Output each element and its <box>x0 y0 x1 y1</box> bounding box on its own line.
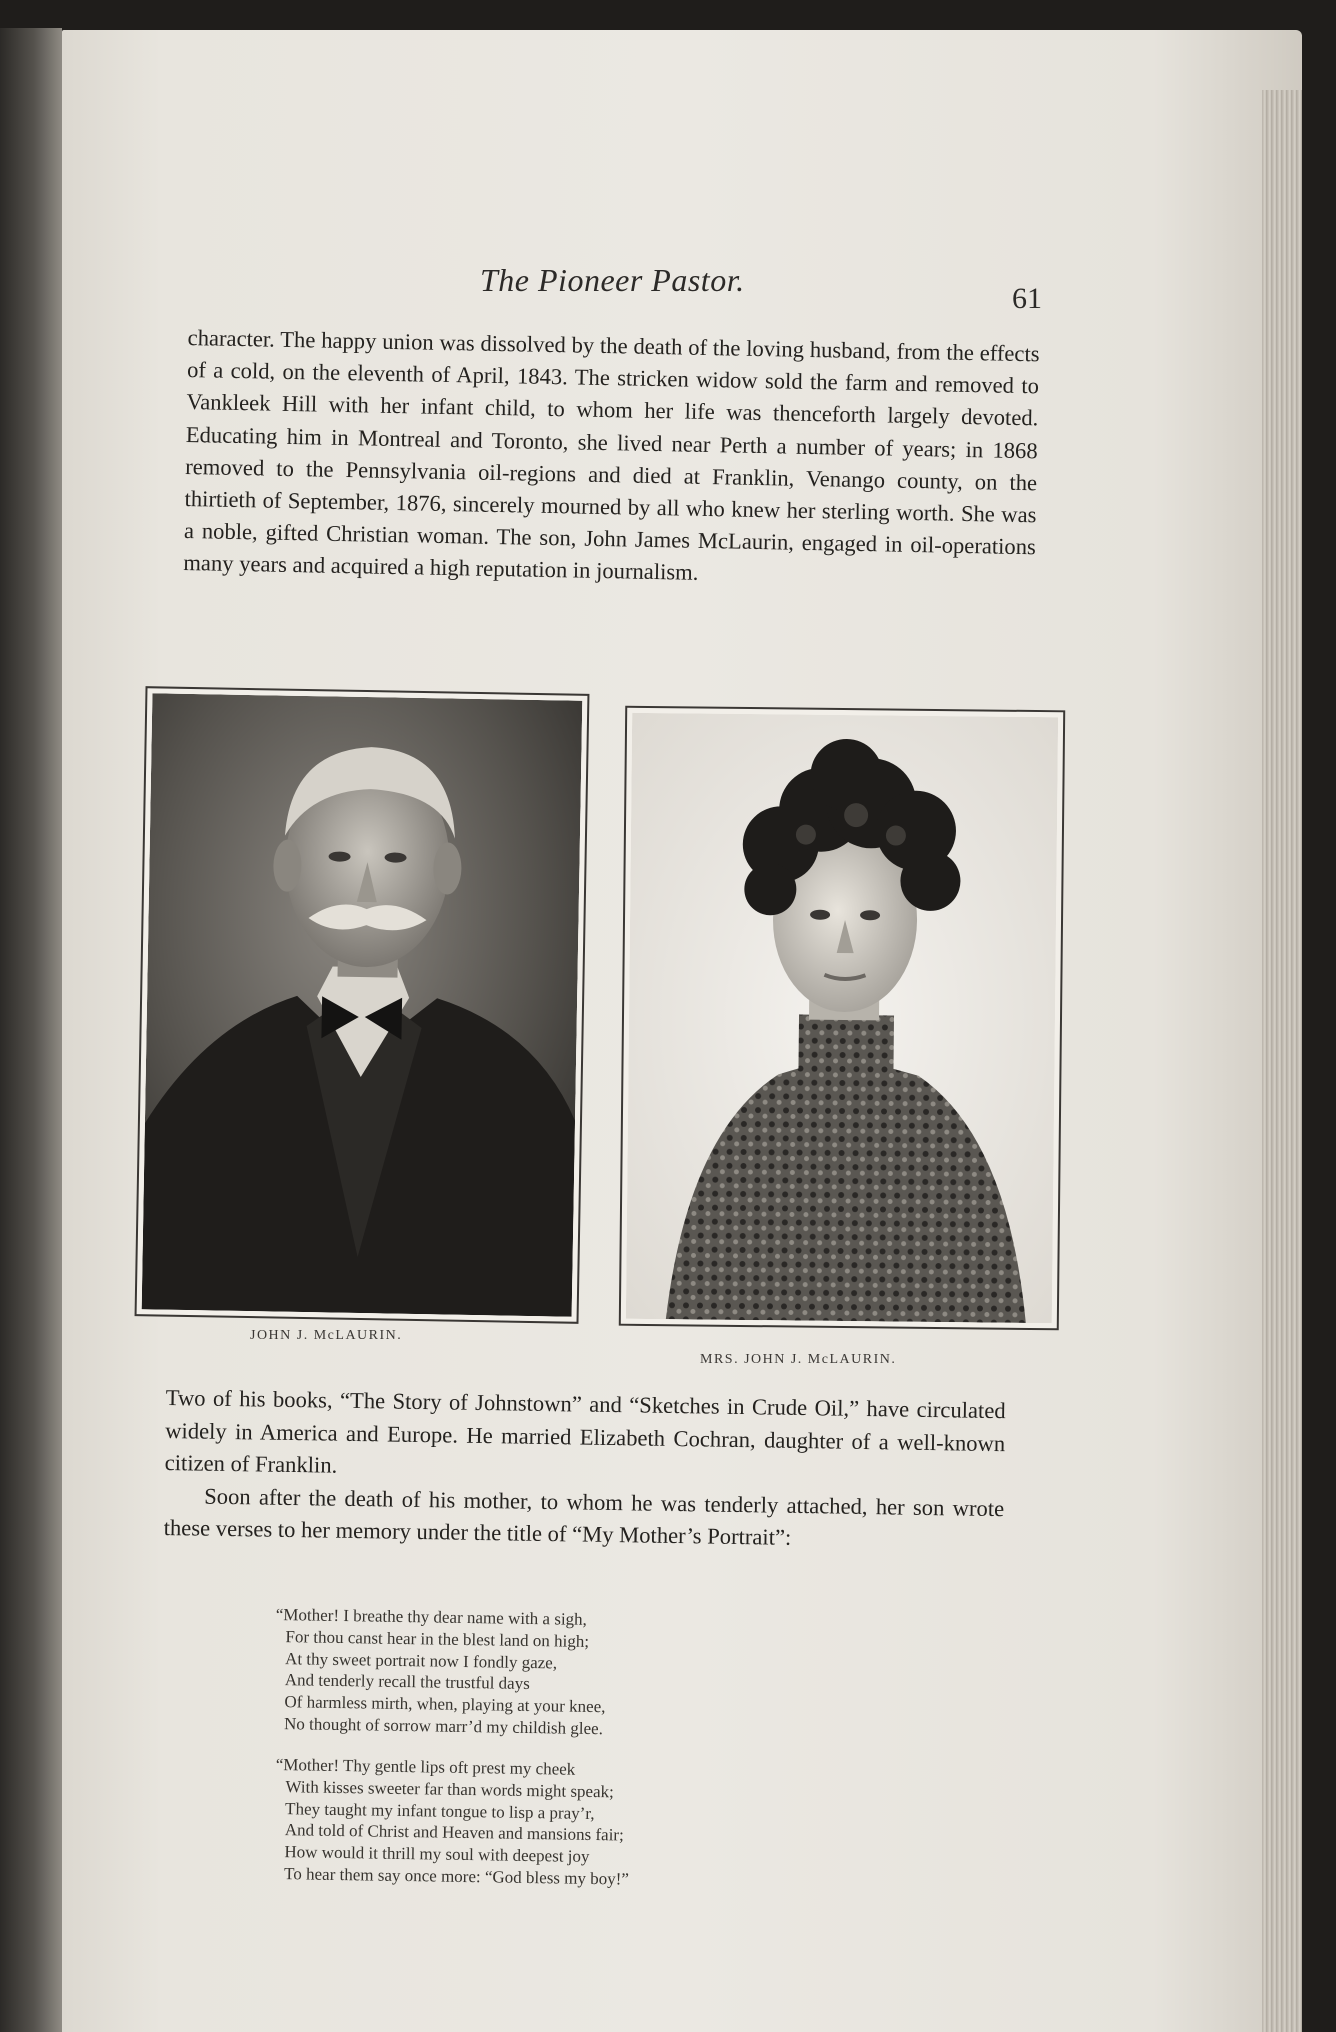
caption-mrs-mclaurin: MRS. JOHN J. McLAURIN. <box>700 1352 897 1367</box>
poem-line: No thought of sorrow marr’d my childish glee. <box>283 1714 604 1739</box>
poem-line: They taught my infant tongue to lisp a pray’r, <box>284 1798 595 1823</box>
poem-stanza-2 <box>274 1754 631 1890</box>
portrait-john-mclaurin <box>135 686 590 1324</box>
poem-line: For thou canst hear in the blest land on high; <box>285 1626 590 1651</box>
portrait-woman-image <box>626 713 1058 1323</box>
page-number: 61 <box>1012 282 1042 315</box>
poem-line: Of harmless mirth, when, playing at your knee, <box>284 1692 606 1717</box>
poem-line: “Mother! I breathe thy dear name with a sigh, <box>275 1604 588 1629</box>
portrait-mrs-mclaurin <box>619 706 1065 1331</box>
portrait-man-image <box>142 693 583 1316</box>
page-stack-edge <box>1262 90 1302 2032</box>
running-title: The Pioneer Pastor. <box>480 262 745 298</box>
poem-line: “Mother! Thy gentle lips oft prest my cheek <box>275 1754 576 1779</box>
left-page-edge <box>0 28 62 2032</box>
poem-line: With kisses sweeter far than words might speak; <box>285 1776 614 1802</box>
paragraph-top: character. The happy union was dissolved by the death of the loving husband, from the effects of a cold, on the eleventh of April, 1843. The stricken widow sold the farm and removed to Vankleek Hill with her infant child, to whom her life was thenceforth largely devoted. Educating him in Montreal and Toronto, she lived near Perth a number of years; in 1868 removed to the Pennsylvania oil-regions and died at Franklin, Venango county, on the thirtieth of September, 1876, sincerely mourned by all who knew her sterling worth. She was a noble, gifted Christian woman. The son, John James McLaurin, engaged in oil-operations many years and acquired a high reputation in journalism. <box>183 324 1040 586</box>
poem-line: And told of Christ and Heaven and mansions fair; <box>284 1820 624 1845</box>
paragraph-books: Two of his books, “The Story of Johnstown” and “Sketches in Crude Oil,” have circulated widely in America and Europe. He married Elizabeth Cochran, daughter of a well-known citizen of Franklin. <box>164 1384 1006 1478</box>
poem-line: And tenderly recall the trustful days <box>284 1670 530 1694</box>
paragraph-verses-intro: Soon after the death of his mother, to whom he was tenderly attached, her son wrote these verses to her memory under the title of “My Mother’s Portrait”: <box>163 1483 1005 1550</box>
poem-line: How would it thrill my soul with deepest joy <box>284 1842 590 1867</box>
paragraph-bottom <box>163 1382 1005 1558</box>
poem-line: To hear them say once more: “God bless my boy!” <box>283 1864 630 1889</box>
poem-line: At thy sweet portrait now I fondly gaze, <box>284 1648 558 1673</box>
caption-john-mclaurin: JOHN J. McLAURIN. <box>250 1328 403 1343</box>
poem-stanza-1 <box>274 1604 607 1740</box>
